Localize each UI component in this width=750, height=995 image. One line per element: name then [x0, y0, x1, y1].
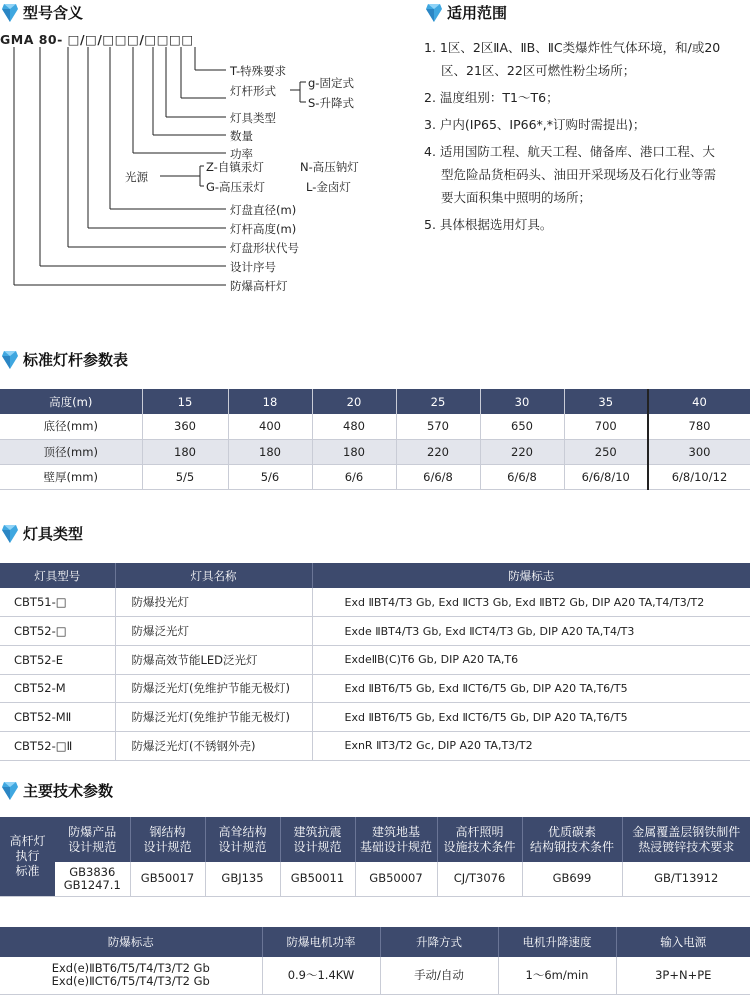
- table-cell: 5/5: [142, 464, 228, 489]
- label-product: 防爆高杆灯: [230, 279, 288, 293]
- label-source-n: N-高压钠灯: [300, 160, 359, 174]
- table-cell: 180: [228, 439, 312, 464]
- header-cell: 防爆标志: [0, 927, 262, 957]
- header-cell: 电机升降速度: [498, 927, 616, 957]
- table-cell: GB50017: [130, 862, 205, 896]
- lamp-name: 防爆泛光灯(免维护节能无极灯): [115, 703, 312, 732]
- table-cell: 300: [648, 439, 750, 464]
- table-cell: 5/6: [228, 464, 312, 489]
- ex-mark-cell: Exd(e)ⅡBT6/T5/T4/T3/T2 Gb Exd(e)ⅡCT6/T5/T4/T3/T2 Gb: [0, 957, 262, 994]
- header-cell: 25: [396, 389, 480, 414]
- table-cell: 6/6/8/10: [564, 464, 648, 489]
- diamond-icon: [2, 351, 18, 369]
- table-header-row: [0, 927, 750, 957]
- header-cell: 灯具型号: [0, 563, 115, 588]
- header-cell: 建筑地基 基础设计规范: [355, 817, 437, 862]
- header-cell: 30: [480, 389, 564, 414]
- pole-params-table: [0, 389, 750, 490]
- label-source-g: G-高压汞灯: [206, 180, 266, 194]
- table-cell: 570: [396, 414, 480, 439]
- lamp-model: CBT52-E: [0, 645, 115, 674]
- table-cell: 250: [564, 439, 648, 464]
- table-cell: 780: [648, 414, 750, 439]
- table-cell: 底径(mm): [0, 414, 142, 439]
- scope-item: 区、21区、22区可燃性粉尘场所；: [441, 63, 636, 78]
- table-cell: 650: [480, 414, 564, 439]
- scope-item: 5. 具体根据选用灯具。: [424, 217, 553, 232]
- lamp-model: CBT52-□Ⅱ: [0, 731, 115, 760]
- table-row: [0, 617, 750, 646]
- label-source-z: Z-自镇汞灯: [206, 160, 264, 174]
- label-disc-dia: 灯盘直径(m): [230, 203, 297, 217]
- diamond-icon: [2, 782, 18, 800]
- table-cell: GB3836 GB1247.1: [55, 862, 130, 896]
- lamp-ex-mark: Exd ⅡBT6/T5 Gb, Exd ⅡCT6/T5 Gb, DIP A20 TA,T6/T5: [312, 674, 750, 703]
- lamp-name: 防爆高效节能LED泛光灯: [115, 645, 312, 674]
- label-design-no: 设计序号: [230, 260, 276, 274]
- model-code: GMA 80- □/□/□□□/□□□□: [0, 32, 194, 47]
- table-header-row: [0, 389, 750, 414]
- section-title-scope: 适用范围: [426, 2, 507, 23]
- power-supply-cell: 3P+N+PE: [616, 957, 750, 994]
- label-fixed: g-固定式: [308, 76, 354, 90]
- table-cell: GBJ135: [205, 862, 280, 896]
- table-cell: 360: [142, 414, 228, 439]
- standards-side-label: 高杆灯 执行 标准: [0, 817, 55, 896]
- lamp-name: 防爆泛光灯(不锈钢外壳): [115, 731, 312, 760]
- motor-power-cell: 0.9～1.4KW: [262, 957, 380, 994]
- table-cell: 6/6/8: [480, 464, 564, 489]
- table-cell: 6/6: [312, 464, 396, 489]
- diamond-icon: [2, 525, 18, 543]
- scope-item: 2. 温度组别：T1～T6；: [424, 90, 559, 105]
- header-cell: 18: [228, 389, 312, 414]
- header-cell: 高耸结构 设计规范: [205, 817, 280, 862]
- table-row: [0, 703, 750, 732]
- lamp-model: CBT52-□: [0, 617, 115, 646]
- table-cell: GB50011: [280, 862, 355, 896]
- header-cell: 灯具名称: [115, 563, 312, 588]
- header-cell: 防爆产品 设计规范: [55, 817, 130, 862]
- table-cell: 480: [312, 414, 396, 439]
- electrical-table: [0, 927, 750, 995]
- table-row: [0, 588, 750, 617]
- section-title-lamps: 灯具类型: [2, 523, 83, 544]
- header-cell: 输入电源: [616, 927, 750, 957]
- section-title-model: 型号含义: [2, 2, 83, 23]
- table-header-row: [0, 817, 750, 862]
- lamp-types-table: [0, 563, 750, 761]
- table-cell: 6/8/10/12: [648, 464, 750, 489]
- lamp-ex-mark: Exde ⅡBT4/T3 Gb, Exd ⅡCT4/T3 Gb, DIP A20 TA,T4/T3: [312, 617, 750, 646]
- header-cell: 20: [312, 389, 396, 414]
- table-cell: 400: [228, 414, 312, 439]
- label-disc-shape: 灯盘形状代号: [230, 241, 299, 255]
- table-cell: 壁厚(mm): [0, 464, 142, 489]
- table-row: [0, 957, 750, 994]
- label-special: T-特殊要求: [230, 64, 287, 78]
- table-cell: 220: [480, 439, 564, 464]
- section-title-tech: 主要技术参数: [2, 780, 113, 801]
- table-row: [0, 464, 750, 489]
- header-cell: 40: [648, 389, 750, 414]
- label-power: 功率: [230, 147, 253, 161]
- table-cell: GB50007: [355, 862, 437, 896]
- header-cell: 高度(m): [0, 389, 142, 414]
- diamond-icon: [2, 4, 18, 22]
- model-diagram: [0, 30, 400, 300]
- scope-item: 要大面积集中照明的场所；: [441, 190, 592, 205]
- label-source: 光源: [125, 170, 148, 184]
- table-cell: 顶径(mm): [0, 439, 142, 464]
- scope-item: 4. 适用国防工程、航天工程、储备库、港口工程、大: [424, 144, 715, 159]
- scope-item: 3. 户内(IP65、IP66*,*订购时需提出)；: [424, 117, 646, 132]
- header-cell: 防爆电机功率: [262, 927, 380, 957]
- table-cell: GB699: [522, 862, 622, 896]
- label-quantity: 数量: [230, 129, 253, 143]
- lift-mode-cell: 手动/自动: [380, 957, 498, 994]
- header-cell: 防爆标志: [312, 563, 750, 588]
- lamp-model: CBT52-MⅡ: [0, 703, 115, 732]
- standards-table: [0, 817, 750, 897]
- header-cell: 升降方式: [380, 927, 498, 957]
- section-title-params: 标准灯杆参数表: [2, 349, 128, 370]
- header-cell: 金属覆盖层钢铁制件 热浸镀锌技术要求: [622, 817, 750, 862]
- diamond-icon: [426, 4, 442, 22]
- scope-item: 型危险品货柜码头、油田开采现场及石化行业等需: [441, 167, 717, 182]
- lamp-model: CBT52-M: [0, 674, 115, 703]
- header-cell: 35: [564, 389, 648, 414]
- lamp-name: 防爆泛光灯: [115, 617, 312, 646]
- label-lift: S-升降式: [308, 96, 354, 110]
- header-cell: 15: [142, 389, 228, 414]
- label-lamp-type: 灯具类型: [230, 111, 276, 125]
- table-row: [0, 674, 750, 703]
- table-cell: 180: [312, 439, 396, 464]
- lamp-ex-mark: ExnR ⅡT3/T2 Gc, DIP A20 TA,T3/T2: [312, 731, 750, 760]
- lamp-ex-mark: ExdeⅡB(C)T6 Gb, DIP A20 TA,T6: [312, 645, 750, 674]
- lamp-ex-mark: Exd ⅡBT6/T5 Gb, Exd ⅡCT6/T5 Gb, DIP A20 TA,T6/T5: [312, 703, 750, 732]
- scope-list: [424, 36, 750, 236]
- table-cell: GB/T13912: [622, 862, 750, 896]
- label-source-l: L-金卤灯: [306, 180, 351, 194]
- table-row: [0, 862, 750, 896]
- header-cell: 钢结构 设计规范: [130, 817, 205, 862]
- table-row: [0, 414, 750, 439]
- header-cell: 优质碳素 结构钢技术条件: [522, 817, 622, 862]
- label-pole-height: 灯杆高度(m): [230, 222, 297, 236]
- table-row: [0, 731, 750, 760]
- table-cell: 700: [564, 414, 648, 439]
- table-cell: 220: [396, 439, 480, 464]
- lamp-ex-mark: Exd ⅡBT4/T3 Gb, Exd ⅡCT3 Gb, Exd ⅡBT2 Gb, DIP A20 TA,T4/T3/T2: [312, 588, 750, 617]
- table-cell: 180: [142, 439, 228, 464]
- lift-speed-cell: 1～6m/min: [498, 957, 616, 994]
- header-cell: 建筑抗震 设计规范: [280, 817, 355, 862]
- label-pole-form: 灯杆形式: [230, 84, 276, 98]
- table-row: [0, 439, 750, 464]
- table-header-row: [0, 563, 750, 588]
- lamp-name: 防爆投光灯: [115, 588, 312, 617]
- lamp-name: 防爆泛光灯(免维护节能无极灯): [115, 674, 312, 703]
- scope-item: 1. 1区、2区ⅡA、ⅡB、ⅡC类爆炸性气体环境，和/或20: [424, 40, 721, 55]
- table-cell: 6/6/8: [396, 464, 480, 489]
- table-cell: CJ/T3076: [437, 862, 522, 896]
- table-row: [0, 645, 750, 674]
- lamp-model: CBT51-□: [0, 588, 115, 617]
- header-cell: 高杆照明 设施技术条件: [437, 817, 522, 862]
